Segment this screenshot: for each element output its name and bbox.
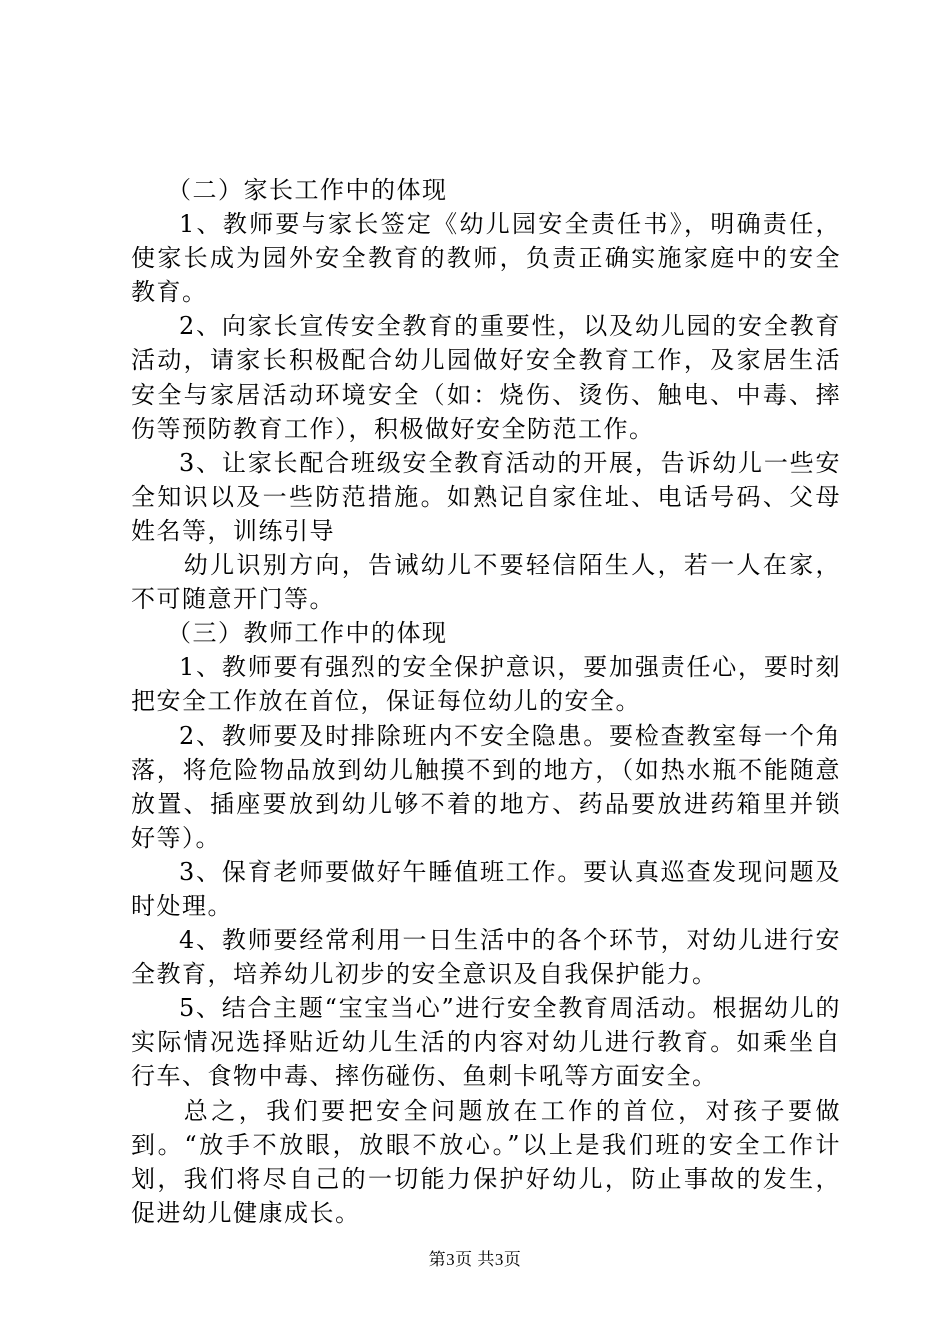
paragraph: 幼儿识别方向，告诫幼儿不要轻信陌生人，若一人在家，不可随意开门等。: [131, 551, 841, 614]
paragraph: 1、教师要与家长签定《幼儿园安全责任书》，明确责任，使家长成为园外安全教育的教师，负责正确实施家庭中的安全教育。: [131, 210, 841, 307]
section-heading-parents: （二）家长工作中的体现: [167, 176, 448, 204]
page-footer: 第3页 共3页: [428, 1250, 522, 1269]
paragraph: 总之，我们要把安全问题放在工作的首位，对孩子要做到。“放手不放眼，放眼不放心。”以上是我们班的安全工作计划，我们将尽自己的一切能力保护好幼儿，防止事故的发生，促进幼儿健康成长。: [131, 1096, 841, 1227]
paragraph: 1、教师要有强烈的安全保护意识，要加强责任心，要时刻把安全工作放在首位，保证每位幼儿的安全。: [131, 653, 841, 716]
paragraph: 4、教师要经常利用一日生活中的各个环节，对幼儿进行安全教育，培养幼儿初步的安全意识及自我保护能力。: [131, 926, 841, 989]
paragraph: 3、让家长配合班级安全教育活动的开展，告诉幼儿一些安全知识以及一些防范措施。如熟记自家住址、电话号码、父母姓名等，训练引导: [131, 448, 841, 545]
paragraph: 5、结合主题“宝宝当心”进行安全教育周活动。根据幼儿的实际情况选择贴近幼儿生活的内容对幼儿进行教育。如乘坐自行车、食物中毒、摔伤碰伤、鱼刺卡吼等方面安全。: [131, 994, 841, 1091]
paragraph: 3、保育老师要做好午睡值班工作。要认真巡查发现问题及时处理。: [131, 857, 841, 920]
document-body: [131, 173, 841, 1230]
paragraph: 2、向家长宣传安全教育的重要性，以及幼儿园的安全教育活动，请家长积极配合幼儿园做好安全教育工作，及家居生活安全与家居活动环境安全（如：烧伤、烫伤、触电、中毒、摔伤等预防教育工作），积极做好安全防范工作。: [131, 312, 841, 443]
paragraph: 2、教师要及时排除班内不安全隐患。要检查教室每一个角落，将危险物品放到幼儿触摸不到的地方，（如热水瓶不能随意放置、插座要放到幼儿够不着的地方、药品要放进药箱里并锁好等）。: [131, 721, 841, 852]
section-heading-teachers: （三）教师工作中的体现: [167, 619, 448, 648]
